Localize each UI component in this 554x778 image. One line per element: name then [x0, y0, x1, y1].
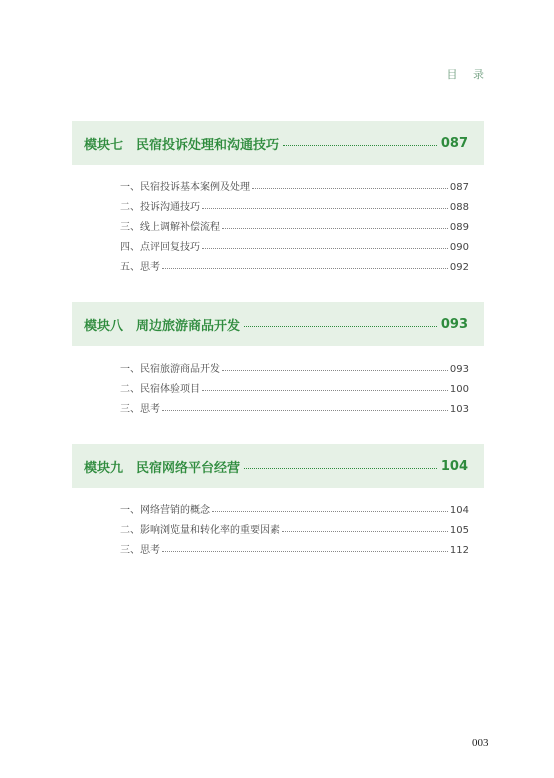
- toc-entry-label: 一、网络营销的概念: [120, 505, 210, 516]
- module-title: 模块九 民宿网络平台经营: [84, 460, 241, 476]
- page-number: 003: [472, 737, 489, 749]
- module-7-entries: [120, 173, 469, 273]
- module-page-number: 104: [440, 458, 468, 474]
- toc-entry-page: 104: [449, 505, 469, 516]
- module-page-number: 087: [440, 135, 468, 151]
- toc-entry-label: 一、民宿投诉基本案例及处理: [120, 182, 250, 193]
- toc-entry: [120, 213, 469, 233]
- toc-entry-page: 100: [449, 384, 469, 395]
- toc-entry-page: 103: [449, 404, 469, 415]
- toc-entry-page: 088: [449, 202, 469, 213]
- dot-leader: [244, 468, 437, 469]
- toc-entry-page: 112: [449, 545, 469, 556]
- dot-leader: [222, 228, 448, 229]
- module-9-entries: [120, 496, 469, 556]
- module-page-number: 093: [440, 316, 468, 332]
- dot-leader: [162, 410, 448, 411]
- dot-leader: [283, 145, 437, 146]
- toc-entry-label: 二、民宿体验项目: [120, 384, 200, 395]
- module-heading-7: [72, 121, 484, 165]
- module-heading-9: [72, 444, 484, 488]
- toc-entry-label: 三、思考: [120, 404, 160, 415]
- dot-leader: [202, 208, 448, 209]
- toc-entry: [120, 375, 469, 395]
- module-title: 模块七 民宿投诉处理和沟通技巧: [84, 137, 280, 153]
- dot-leader: [162, 268, 448, 269]
- dot-leader: [202, 390, 448, 391]
- dot-leader: [202, 248, 448, 249]
- dot-leader: [222, 370, 448, 371]
- toc-entry-label: 二、投诉沟通技巧: [120, 202, 200, 213]
- toc-entry-page: 092: [449, 262, 469, 273]
- toc-entry: [120, 253, 469, 273]
- dot-leader: [252, 188, 448, 189]
- module-8-entries: [120, 355, 469, 415]
- toc-entry-label: 五、思考: [120, 262, 160, 273]
- dot-leader: [162, 551, 448, 552]
- toc-entry: [120, 516, 469, 536]
- toc-entry-page: 090: [449, 242, 469, 253]
- toc-entry: [120, 193, 469, 213]
- toc-entry: [120, 536, 469, 556]
- toc-entry-page: 089: [449, 222, 469, 233]
- toc-entry-page: 093: [449, 364, 469, 375]
- toc-entry-label: 三、思考: [120, 545, 160, 556]
- toc-entry: [120, 496, 469, 516]
- toc-entry-label: 一、民宿旅游商品开发: [120, 364, 220, 375]
- toc-entry: [120, 233, 469, 253]
- toc-entry: [120, 173, 469, 193]
- dot-leader: [212, 511, 448, 512]
- toc-entry-page: 087: [449, 182, 469, 193]
- toc-entry: [120, 355, 469, 375]
- running-head: 目 录: [446, 68, 490, 81]
- module-title: 模块八 周边旅游商品开发: [84, 318, 241, 334]
- toc-entry-label: 二、影响浏览量和转化率的重要因素: [120, 525, 280, 536]
- toc-entry-label: 四、点评回复技巧: [120, 242, 200, 253]
- module-heading-8: [72, 302, 484, 346]
- toc-entry-page: 105: [449, 525, 469, 536]
- toc-entry: [120, 395, 469, 415]
- dot-leader: [282, 531, 448, 532]
- dot-leader: [244, 326, 437, 327]
- toc-entry-label: 三、线上调解补偿流程: [120, 222, 220, 233]
